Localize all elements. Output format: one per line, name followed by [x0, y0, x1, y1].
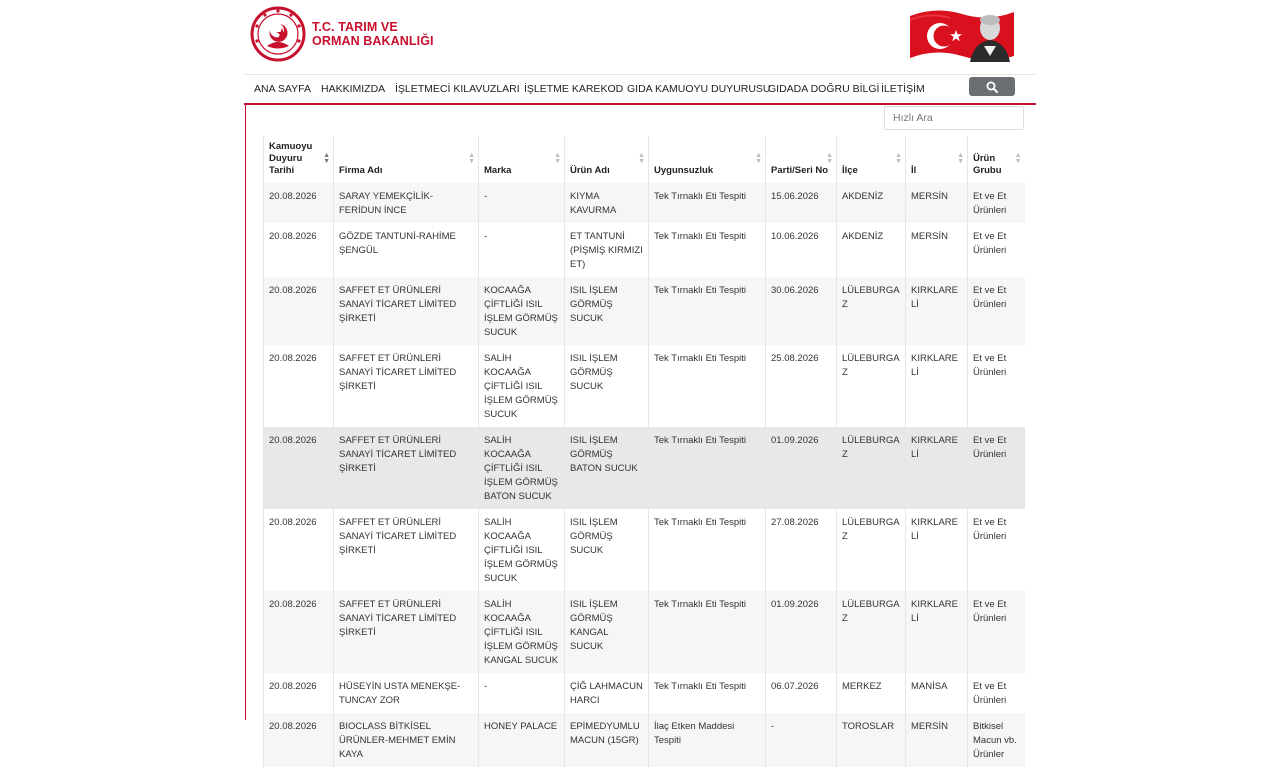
cell-urun-adi: ISIL İŞLEM GÖRMÜŞ SUCUK — [565, 509, 649, 591]
table-row[interactable] — [264, 183, 1025, 223]
nav-iletisim[interactable]: İLETİŞİM — [881, 83, 925, 95]
cell-tarih: 20.08.2026 — [264, 183, 334, 223]
col-header-tarih[interactable] — [264, 136, 334, 183]
search-button[interactable] — [969, 77, 1015, 96]
table-row[interactable] — [264, 509, 1025, 591]
cell-parti: 01.09.2026 — [766, 427, 837, 509]
table-header-row — [264, 136, 1025, 183]
cell-urun-adi: ISIL İŞLEM GÖRMÜŞ SUCUK — [565, 345, 649, 427]
col-header-urun-grubu[interactable] — [968, 136, 1025, 183]
cell-urun-grubu: Et ve Et Ürünleri — [968, 509, 1025, 591]
cell-il: MANİSA — [906, 673, 968, 713]
cell-marka: - — [479, 183, 565, 223]
cell-parti: 25.08.2026 — [766, 345, 837, 427]
cell-tarih: 20.08.2026 — [264, 345, 334, 427]
quick-search-input[interactable] — [884, 106, 1024, 130]
brand-line-1: T.C. TARIM VE — [312, 20, 398, 34]
cell-uygunsuzluk: Tek Tırnaklı Eti Tespiti — [649, 673, 766, 713]
cell-firma: GÖZDE TANTUNİ-RAHİME ŞENGÜL — [334, 223, 479, 277]
cell-urun-adi: ÇİĞ LAHMACUN HARCI — [565, 673, 649, 713]
table-row[interactable] — [264, 427, 1025, 509]
cell-uygunsuzluk: Tek Tırnaklı Eti Tespiti — [649, 277, 766, 345]
cell-marka: - — [479, 223, 565, 277]
sort-icon: ▲ ▼ — [468, 152, 475, 165]
cell-urun-adi: ISIL İŞLEM GÖRMÜŞ BATON SUCUK — [565, 427, 649, 509]
cell-tarih: 20.08.2026 — [264, 223, 334, 277]
cell-parti: 06.07.2026 — [766, 673, 837, 713]
cell-uygunsuzluk: Tek Tırnaklı Eti Tespiti — [649, 223, 766, 277]
cell-il: KIRKLARELİ — [906, 591, 968, 673]
col-header-urun-adi[interactable] — [565, 136, 649, 183]
cell-uygunsuzluk: Tek Tırnaklı Eti Tespiti — [649, 427, 766, 509]
sort-icon: ▲ ▼ — [957, 152, 964, 165]
cell-uygunsuzluk: Tek Tırnaklı Eti Tespiti — [649, 183, 766, 223]
cell-firma: BIOCLASS BİTKİSEL ÜRÜNLER-MEHMET EMİN KAYA — [334, 713, 479, 767]
col-header-uygunsuzluk[interactable] — [649, 136, 766, 183]
content-left-border — [245, 104, 246, 720]
cell-ilce: AKDENİZ — [837, 183, 906, 223]
cell-marka: HONEY PALACE — [479, 713, 565, 767]
sort-icon: ▲ ▼ — [755, 152, 762, 165]
table-row[interactable] — [264, 713, 1025, 767]
cell-urun-adi: ET TANTUNİ (PİŞMİŞ KIRMIZI ET) — [565, 223, 649, 277]
brand-line-2: ORMAN BAKANLIĞI — [312, 34, 434, 48]
col-header-label: Firma Adı — [339, 165, 383, 176]
table-row[interactable] — [264, 223, 1025, 277]
nav-ana-sayfa[interactable]: ANA SAYFA — [254, 83, 311, 95]
col-header-label: Uygunsuzluk — [654, 165, 714, 176]
table-body — [264, 183, 1025, 767]
cell-firma: HÜSEYİN USTA MENEKŞE-TUNCAY ZOR — [334, 673, 479, 713]
cell-il: MERSİN — [906, 223, 968, 277]
cell-tarih: 20.08.2026 — [264, 509, 334, 591]
cell-urun-grubu: Et ve Et Ürünleri — [968, 673, 1025, 713]
col-header-parti[interactable] — [766, 136, 837, 183]
col-header-label: Marka — [484, 165, 512, 176]
cell-urun-grubu: Et ve Et Ürünleri — [968, 345, 1025, 427]
ministry-seal-icon[interactable] — [250, 6, 306, 62]
nav-isletmeci-kilavuzlari[interactable]: İŞLETMECİ KILAVUZLARI — [395, 83, 520, 95]
announcements-table — [263, 136, 1025, 767]
site-header — [244, 0, 1036, 74]
sort-icon: ▲ ▼ — [826, 152, 833, 165]
cell-firma: SAFFET ET ÜRÜNLERİ SANAYİ TİCARET LİMİTED ŞİRKETİ — [334, 591, 479, 673]
cell-urun-adi: ISIL İŞLEM GÖRMÜŞ SUCUK — [565, 277, 649, 345]
cell-il: KIRKLARELİ — [906, 345, 968, 427]
table-row[interactable] — [264, 277, 1025, 345]
cell-parti: 10.06.2026 — [766, 223, 837, 277]
cell-parti: - — [766, 713, 837, 767]
cell-tarih: 20.08.2026 — [264, 591, 334, 673]
sort-desc-icon: ▲ ▼ — [323, 152, 330, 165]
cell-il: MERSİN — [906, 713, 968, 767]
cell-il: KIRKLARELİ — [906, 509, 968, 591]
cell-marka: SALİH KOCAAĞA ÇİFTLİĞİ ISIL İŞLEM GÖRMÜŞ KANGAL SUCUK — [479, 591, 565, 673]
nav-gida-kamuoyu-duyurusu[interactable]: GIDA KAMUOYU DUYURUSU — [627, 83, 771, 95]
cell-ilce: LÜLEBURGAZ — [837, 345, 906, 427]
cell-marka: - — [479, 673, 565, 713]
col-header-label: Kamuoyu Duyuru Tarihi — [269, 141, 313, 176]
cell-uygunsuzluk: Tek Tırnaklı Eti Tespiti — [649, 591, 766, 673]
cell-parti: 27.08.2026 — [766, 509, 837, 591]
col-header-label: Parti/Seri No — [771, 165, 829, 176]
cell-urun-grubu: Et ve Et Ürünleri — [968, 277, 1025, 345]
nav-gidada-dogru-bilgi[interactable]: GIDADA DOĞRU BİLGİ — [768, 83, 880, 95]
col-header-label: Ürün Grubu — [973, 153, 1002, 176]
turkish-flag-ataturk-image — [910, 6, 1014, 62]
cell-ilce: LÜLEBURGAZ — [837, 427, 906, 509]
cell-firma: SARAY YEMEKÇİLİK-FERİDUN İNCE — [334, 183, 479, 223]
cell-urun-adi: ISIL İŞLEM GÖRMÜŞ KANGAL SUCUK — [565, 591, 649, 673]
cell-firma: SAFFET ET ÜRÜNLERİ SANAYİ TİCARET LİMİTED ŞİRKETİ — [334, 345, 479, 427]
ministry-name[interactable] — [312, 20, 434, 48]
cell-urun-grubu: Bitkisel Macun vb. Ürünler — [968, 713, 1025, 767]
col-header-marka[interactable] — [479, 136, 565, 183]
sort-icon: ▲ ▼ — [554, 152, 561, 165]
cell-parti: 01.09.2026 — [766, 591, 837, 673]
nav-isletme-karekod[interactable]: İŞLETME KAREKOD — [524, 83, 624, 95]
cell-uygunsuzluk: Tek Tırnaklı Eti Tespiti — [649, 345, 766, 427]
cell-ilce: MERKEZ — [837, 673, 906, 713]
cell-urun-grubu: Et ve Et Ürünleri — [968, 183, 1025, 223]
cell-il: MERSİN — [906, 183, 968, 223]
cell-tarih: 20.08.2026 — [264, 673, 334, 713]
cell-firma: SAFFET ET ÜRÜNLERİ SANAYİ TİCARET LİMİTED ŞİRKETİ — [334, 509, 479, 591]
cell-ilce: LÜLEBURGAZ — [837, 277, 906, 345]
cell-marka: SALİH KOCAAĞA ÇİFTLİĞİ ISIL İŞLEM GÖRMÜŞ SUCUK — [479, 509, 565, 591]
cell-il: KIRKLARELİ — [906, 277, 968, 345]
cell-ilce: TOROSLAR — [837, 713, 906, 767]
cell-ilce: AKDENİZ — [837, 223, 906, 277]
cell-tarih: 20.08.2026 — [264, 277, 334, 345]
cell-urun-grubu: Et ve Et Ürünleri — [968, 223, 1025, 277]
search-icon — [986, 81, 998, 93]
cell-ilce: LÜLEBURGAZ — [837, 591, 906, 673]
cell-firma: SAFFET ET ÜRÜNLERİ SANAYİ TİCARET LİMİTED ŞİRKETİ — [334, 277, 479, 345]
table-row[interactable] — [264, 345, 1025, 427]
col-header-label: İl — [911, 165, 917, 176]
cell-tarih: 20.08.2026 — [264, 427, 334, 509]
col-header-il[interactable] — [906, 136, 968, 183]
sort-icon: ▲ ▼ — [895, 152, 902, 165]
table-row[interactable] — [264, 673, 1025, 713]
nav-hakkimizda[interactable]: HAKKIMIZDA — [321, 83, 386, 95]
table-row[interactable] — [264, 591, 1025, 673]
cell-parti: 15.06.2026 — [766, 183, 837, 223]
cell-marka: KOCAAĞA ÇİFTLİĞİ ISIL İŞLEM GÖRMÜŞ SUCUK — [479, 277, 565, 345]
col-header-label: İlçe — [842, 165, 858, 176]
cell-urun-grubu: Et ve Et Ürünleri — [968, 427, 1025, 509]
cell-uygunsuzluk: İlaç Etken Maddesi Tespiti — [649, 713, 766, 767]
cell-urun-adi: EPİMEDYUMLU MACUN (15GR) — [565, 713, 649, 767]
cell-ilce: LÜLEBURGAZ — [837, 509, 906, 591]
main-navigation — [244, 74, 1036, 105]
cell-marka: SALİH KOCAAĞA ÇİFTLİĞİ ISIL İŞLEM GÖRMÜŞ BATON SUCUK — [479, 427, 565, 509]
cell-marka: SALİH KOCAAĞA ÇİFTLİĞİ ISIL İŞLEM GÖRMÜŞ SUCUK — [479, 345, 565, 427]
col-header-firma[interactable] — [334, 136, 479, 183]
cell-urun-grubu: Et ve Et Ürünleri — [968, 591, 1025, 673]
col-header-label: Ürün Adı — [570, 165, 610, 176]
cell-firma: SAFFET ET ÜRÜNLERİ SANAYİ TİCARET LİMİTED ŞİRKETİ — [334, 427, 479, 509]
cell-urun-adi: KIYMA KAVURMA — [565, 183, 649, 223]
cell-uygunsuzluk: Tek Tırnaklı Eti Tespiti — [649, 509, 766, 591]
sort-icon: ▲ ▼ — [638, 152, 645, 165]
cell-tarih: 20.08.2026 — [264, 713, 334, 767]
col-header-ilce[interactable] — [837, 136, 906, 183]
cell-il: KIRKLARELİ — [906, 427, 968, 509]
sort-icon: ▲ ▼ — [1014, 152, 1022, 165]
cell-parti: 30.06.2026 — [766, 277, 837, 345]
